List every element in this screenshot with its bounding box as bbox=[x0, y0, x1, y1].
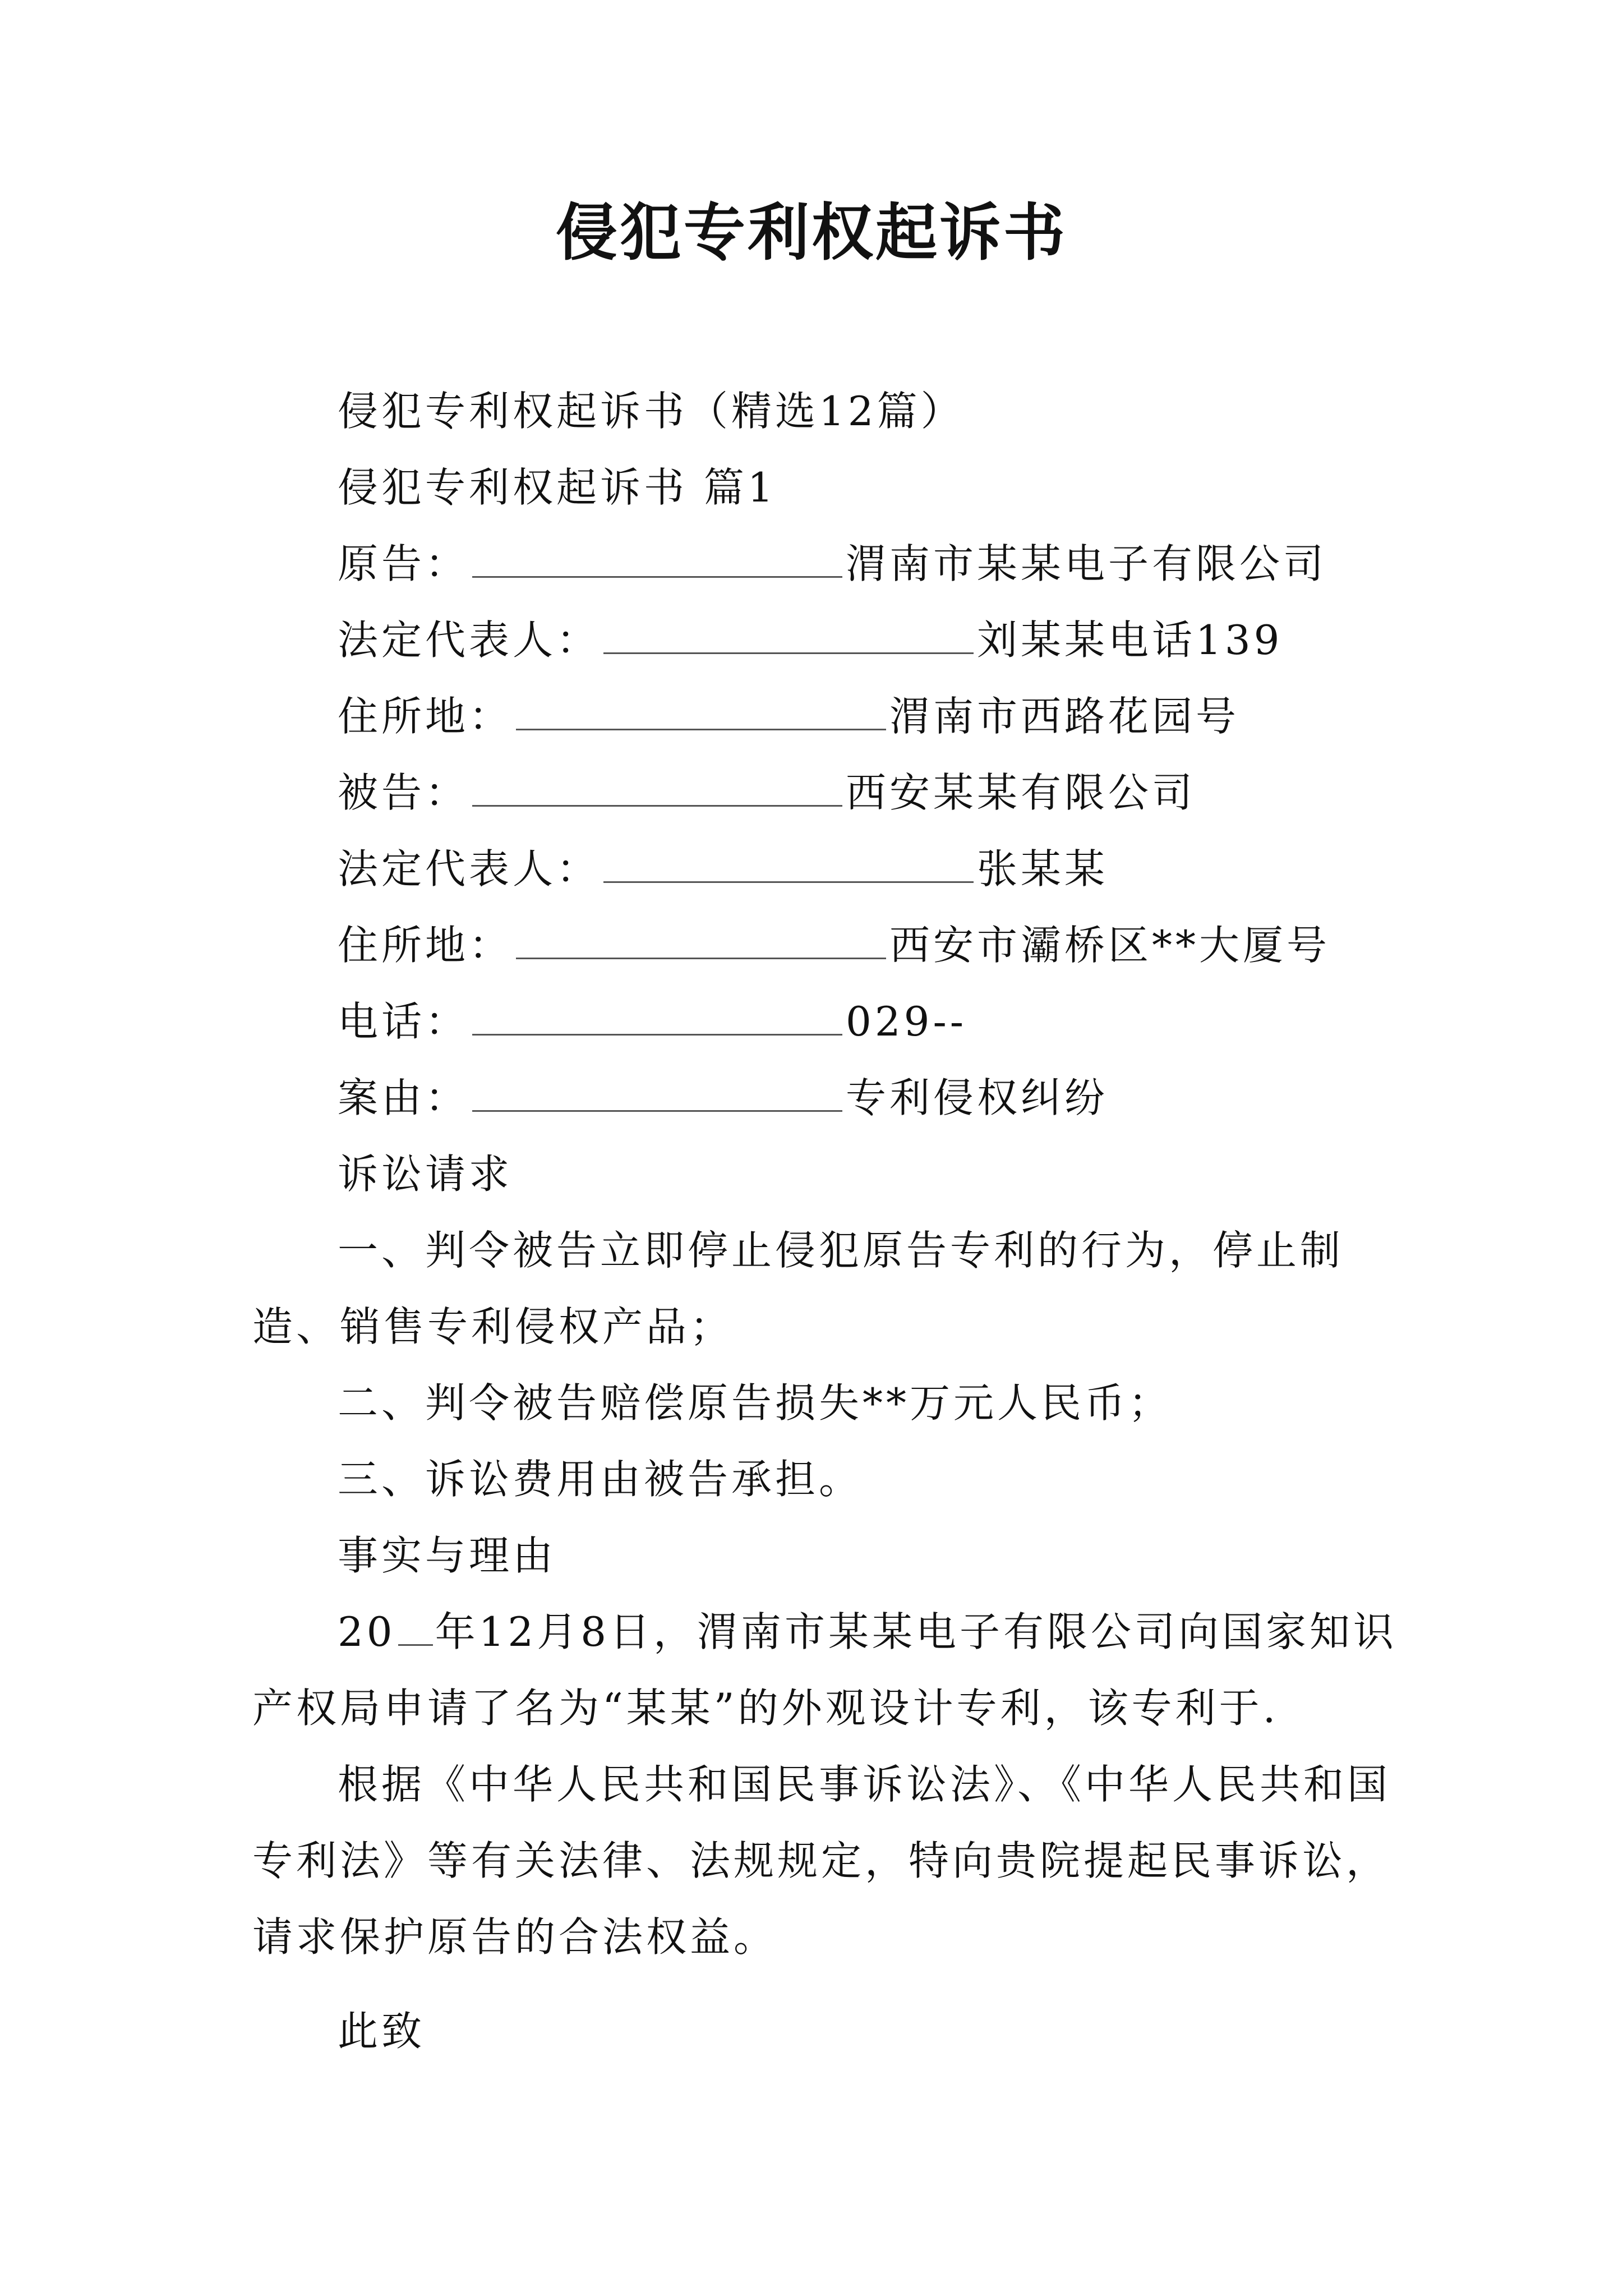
subtitle: 侵犯专利权起诉书（精选12篇） bbox=[338, 388, 965, 435]
defendant-address-label: 住所地： bbox=[338, 922, 513, 969]
underline-blank bbox=[472, 771, 842, 807]
underline-blank bbox=[472, 1000, 842, 1036]
plaintiff-address-value: 渭南市西路花园号 bbox=[889, 693, 1240, 740]
cause-row bbox=[252, 1060, 1408, 1136]
plaintiff-rep-label: 法定代表人： bbox=[338, 616, 601, 664]
underline-blank bbox=[516, 695, 886, 730]
phone-label: 电话： bbox=[338, 998, 469, 1045]
facts-heading: 事实与理由 bbox=[338, 1532, 557, 1579]
defendant-value: 西安某某有限公司 bbox=[846, 769, 1196, 816]
defendant-address-value: 西安市灞桥区**大厦号 bbox=[889, 922, 1331, 969]
facts-year-prefix: 20 bbox=[338, 1608, 396, 1655]
phone-value: 029-- bbox=[846, 998, 967, 1045]
facts-text: 年12月8日，渭南市某某电子有限公司向国家知识产权局申请了名为“某某”的外观设计专利，该专利于. bbox=[252, 1608, 1398, 1732]
plaintiff-address-row bbox=[252, 678, 1408, 754]
cause-value: 专利侵权纠纷 bbox=[846, 1074, 1109, 1121]
phone-row bbox=[252, 983, 1408, 1060]
defendant-rep-label: 法定代表人： bbox=[338, 845, 601, 892]
document-title: 侵犯专利权起诉书 bbox=[556, 196, 1067, 269]
document-body bbox=[252, 373, 1408, 2069]
legal-basis-paragraph: 根据《中华人民共和国民事诉讼法》、《中华人民共和国专利法》等有关法律、法规规定，特向贵院提起民事诉讼，请求保护原告的合法权益。 bbox=[252, 1761, 1391, 1961]
plaintiff-value: 渭南市某某电子有限公司 bbox=[846, 540, 1327, 587]
claim-2: 二、判令被告赔偿原告损失**万元人民币； bbox=[338, 1379, 1173, 1427]
claims-heading: 诉讼请求 bbox=[338, 1151, 513, 1198]
facts-paragraph bbox=[252, 1594, 1408, 1746]
cause-label: 案由： bbox=[338, 1074, 469, 1121]
claim-3: 三、诉讼费用由被告承担。 bbox=[338, 1456, 863, 1503]
underline-blank bbox=[603, 619, 974, 654]
plaintiff-row bbox=[252, 526, 1408, 602]
defendant-address-row bbox=[252, 907, 1408, 983]
plaintiff-address-label: 住所地： bbox=[338, 693, 513, 740]
claim-1: 一、判令被告立即停止侵犯原告专利的行为，停止制造、销售专利侵权产品； bbox=[252, 1227, 1344, 1350]
underline-blank bbox=[472, 542, 842, 578]
section-heading: 侵犯专利权起诉书 篇1 bbox=[338, 464, 777, 511]
closing: 此致 bbox=[338, 2008, 426, 2055]
plaintiff-rep-value: 刘某某电话139 bbox=[977, 616, 1283, 664]
underline-blank bbox=[516, 924, 886, 959]
defendant-rep-row bbox=[252, 831, 1408, 907]
defendant-label: 被告： bbox=[338, 769, 469, 816]
defendant-row bbox=[252, 754, 1408, 831]
defendant-rep-value: 张某某 bbox=[977, 845, 1109, 892]
underline-blank bbox=[472, 1076, 842, 1112]
underline-blank bbox=[603, 848, 974, 883]
plaintiff-label: 原告： bbox=[338, 540, 469, 587]
underline-blank bbox=[398, 1611, 433, 1646]
plaintiff-rep-row bbox=[252, 602, 1408, 678]
